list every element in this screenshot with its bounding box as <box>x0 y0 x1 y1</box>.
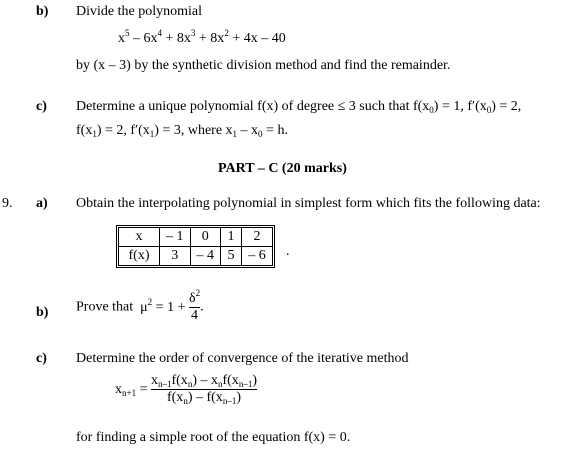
question-number-9: 9. <box>2 196 13 211</box>
question-label-8b: b) <box>36 4 49 19</box>
iterative-formula: $x_{n+1}$ = $\frac{x_{n-1}f(x_n) - x_nf(x_{n-1})}{f(x_n) - f(x_{n-1})}$ <box>115 373 257 406</box>
question-9b-statement: Prove that $\mu^2 = 1$ + $\frac{\delta^2}{4}$ . <box>76 288 204 323</box>
table-cell: f(x) <box>119 247 160 266</box>
table-cell: – 4 <box>190 247 221 266</box>
table-row <box>119 247 273 266</box>
question-label-8c: c) <box>36 99 47 114</box>
question-9c-tail: for finding a simple root of the equation f(x) = 0. <box>76 430 351 445</box>
data-table <box>116 225 275 268</box>
table-cell: 0 <box>190 228 221 247</box>
table-cell: 5 <box>221 247 242 266</box>
question-9b-text: Prove that <box>76 299 134 315</box>
table-cell: 2 <box>242 228 273 247</box>
table-cell: x <box>119 228 160 247</box>
question-8c-line1: Determine a unique polynomial f(x) of degree ≤ 3 such that $f(x_0) = 1$, $f'(x_0) = 2$, <box>76 99 522 115</box>
fraction-delta-over-4: $\frac{\delta^2}{4}$ <box>188 288 201 323</box>
question-9a-text: Obtain the interpolating polynomial in simplest form which fits the following data: <box>76 196 541 211</box>
question-label-9b: b) <box>36 305 49 320</box>
table-cell: – 1 <box>160 228 191 247</box>
question-8c-line2: $f(x_1) = 2$, $f'(x_1) = 3$, where $x_1 - x_0 = h$. <box>76 123 288 139</box>
table-period: . <box>286 244 290 259</box>
table-row <box>119 228 273 247</box>
part-title: PART – C (20 marks) <box>218 161 347 176</box>
question-9c-text: Determine the order of convergence of the iterative method <box>76 351 409 366</box>
table-cell: 1 <box>221 228 242 247</box>
question-label-9a: a) <box>36 196 48 211</box>
question-8b-intro: Divide the polynomial <box>76 4 202 19</box>
table-cell: 3 <box>160 247 191 266</box>
question-8b-tail: by (x – 3) by the synthetic division method and find the remainder. <box>76 58 451 73</box>
table-cell: – 6 <box>242 247 273 266</box>
question-label-9c: c) <box>36 351 47 366</box>
polynomial-expression: $x^5 - 6x^4 + 8x^3 + 8x^2 + 4x - 40$ <box>118 28 286 46</box>
